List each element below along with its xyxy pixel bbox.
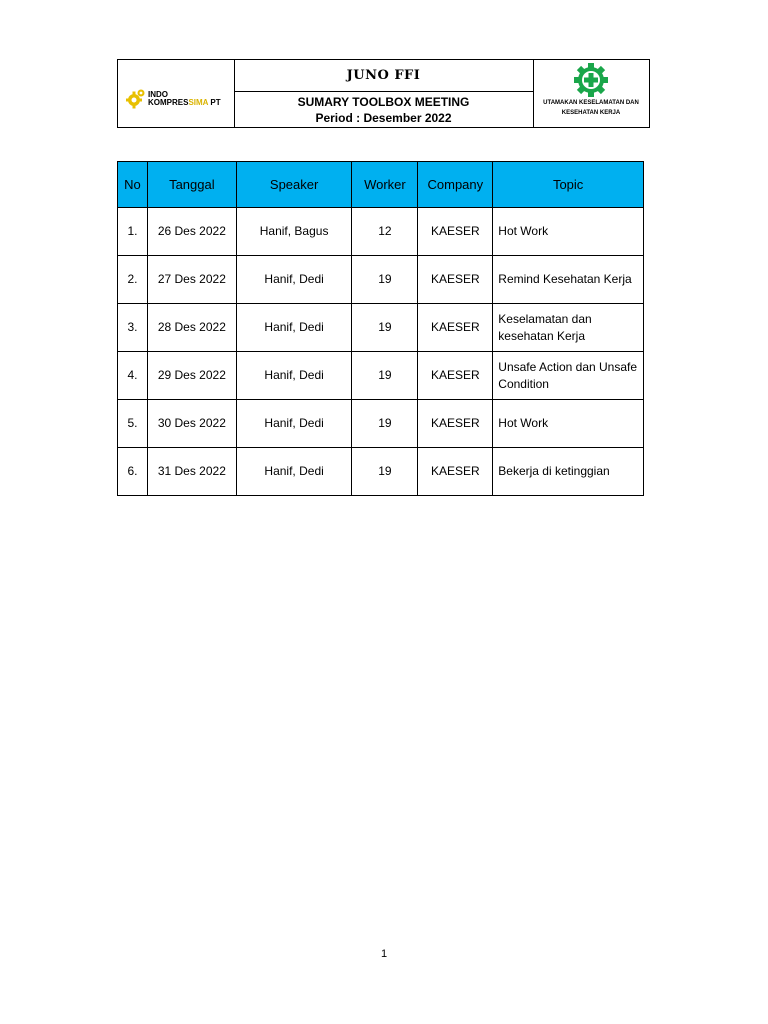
logo-word-2: SIMA [188,98,209,107]
table-row [118,208,644,256]
toolbox-meeting-table [117,161,644,496]
company-logo-text [148,91,221,107]
company-logo [126,88,221,110]
k3-slogan-line-1: UTAMAKAN KESELAMATAN DAN [543,100,639,106]
column-header-worker: Worker [352,162,418,208]
cell-company: KAESER [418,352,493,400]
logo-word-1: KOMPRES [148,98,189,107]
k3-logo-cell [533,60,649,127]
column-header-tanggal: Tanggal [147,162,236,208]
k3-slogan [533,98,649,118]
company-logo-cell [118,60,235,127]
cell-no: 4. [118,352,148,400]
logo-word-3: PT [208,98,221,107]
table-row [118,352,644,400]
cell-topic: Hot Work [493,400,644,448]
document-period: Period : Desember 2022 [315,110,452,125]
cell-worker: 19 [352,256,418,304]
document-header [117,59,650,128]
document-title: SUMARY TOOLBOX MEETING [297,94,470,109]
cell-topic: Unsafe Action dan Unsafe Condition [493,352,644,400]
cell-speaker: Hanif, Dedi [236,256,352,304]
column-header-company: Company [418,162,493,208]
title-cell [234,60,534,127]
cell-tanggal: 31 Des 2022 [147,448,236,496]
cell-topic: Hot Work [493,208,644,256]
cell-company: KAESER [418,304,493,352]
gear-icon [126,88,146,110]
column-header-topic: Topic [493,162,644,208]
project-name: JUNO FFI [234,60,533,92]
cell-worker: 19 [352,352,418,400]
column-header-speaker: Speaker [236,162,352,208]
table-row [118,256,644,304]
k3-safety-gear-icon [567,62,615,98]
cell-company: KAESER [418,400,493,448]
cell-tanggal: 27 Des 2022 [147,256,236,304]
cell-speaker: Hanif, Dedi [236,304,352,352]
table-row [118,448,644,496]
cell-worker: 19 [352,448,418,496]
cell-tanggal: 30 Des 2022 [147,400,236,448]
cell-company: KAESER [418,208,493,256]
cell-worker: 12 [352,208,418,256]
cell-topic: Keselamatan dan kesehatan Kerja [493,304,644,352]
cell-no: 3. [118,304,148,352]
page-number: 1 [380,948,388,960]
cell-speaker: Hanif, Dedi [236,400,352,448]
cell-no: 2. [118,256,148,304]
cell-tanggal: 28 Des 2022 [147,304,236,352]
column-header-no: No [118,162,148,208]
cell-speaker: Hanif, Dedi [236,448,352,496]
cell-topic: Bekerja di ketinggian [493,448,644,496]
cell-company: KAESER [418,448,493,496]
table-row [118,304,644,352]
cell-no: 5. [118,400,148,448]
cell-worker: 19 [352,304,418,352]
cell-topic: Remind Kesehatan Kerja [493,256,644,304]
cell-worker: 19 [352,400,418,448]
cell-tanggal: 29 Des 2022 [147,352,236,400]
cell-company: KAESER [418,256,493,304]
cell-speaker: Hanif, Bagus [236,208,352,256]
logo-line-2 [148,99,221,107]
table-row [118,400,644,448]
table-header-row [118,162,644,208]
cell-tanggal: 26 Des 2022 [147,208,236,256]
logo-line-1: INDO [148,90,168,99]
cell-no: 6. [118,448,148,496]
cell-speaker: Hanif, Dedi [236,352,352,400]
k3-slogan-line-2: KESEHATAN KERJA [561,110,621,116]
cell-no: 1. [118,208,148,256]
title-block [234,92,533,127]
